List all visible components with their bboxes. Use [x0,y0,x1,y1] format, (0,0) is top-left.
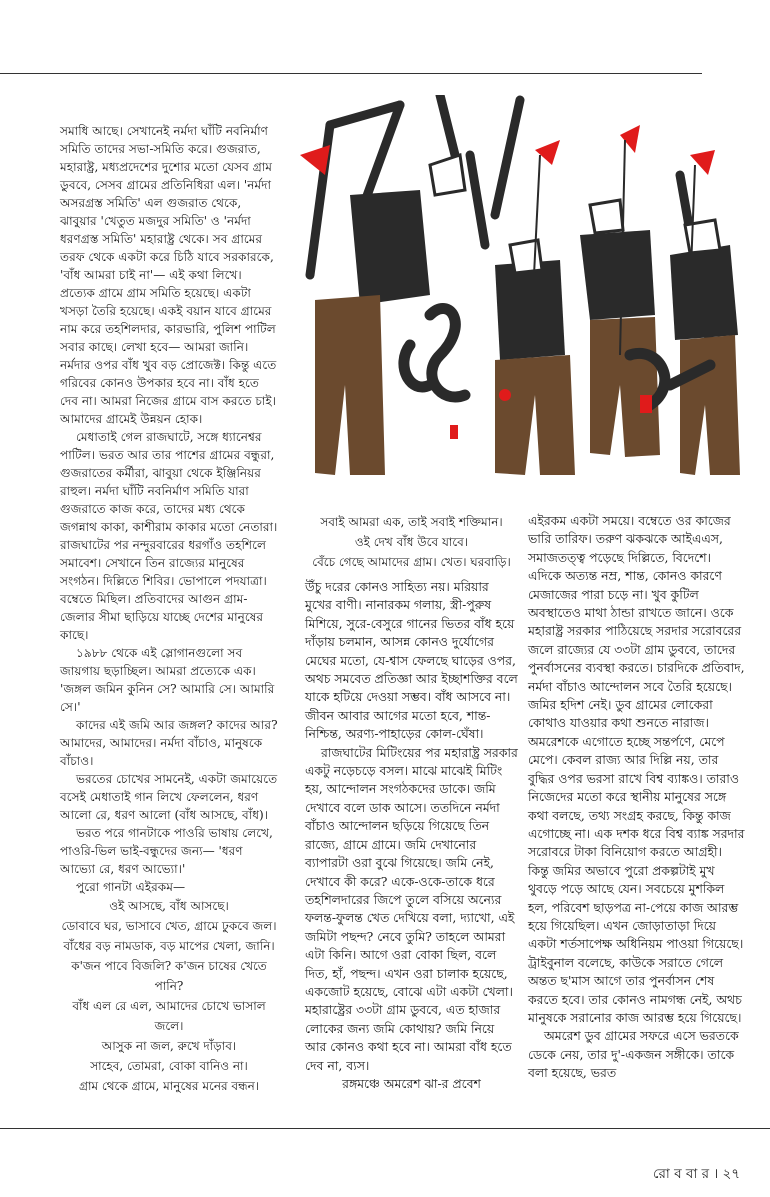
paragraph: এইরকম একটা সময়ে। বম্বেতে ওর কাজের ভারি তারিফ। তরুণ ঝকঝকে আইএএস, সমাজতত্ত্ব পড়েছে দিল্লিতে, বিদেশে। এদিকে অত্যন্ত নম্র, শান্ত, কোনও কারণে মেজাজের পারা চড়ে না। খুব কুটিল অবস্থাতেও মাথা ঠান্ডা রাখতে জানে। ওকে মহারাষ্ট্র সরকার পাঠিয়েছে সরদার সরোবরের জলে রাজ্যের যে ৩৩টা গ্রাম ডুববে, তাদের পুনর্বাসনের ব্যবস্থা করতে। চারদিকে প্রতিবাদ, নর্মদা বাঁচাও আন্দোলন সবে তৈরি হয়েছে। জমির হদিশ নেই। ডুব গ্রামের লোকেরা কোথাও যাওয়ার কথা শুনতে নারাজ। অমরেশকে এগোতে হচ্ছে সন্তর্পণে, মেপে মেপে। কেবল রাজ্য আর দিল্লি নয়, তার বুদ্ধির ওপর ভরসা রাখে বিশ্ব ব্যাঙ্কও। তারাও নিজেদের মতো করে স্থানীয় মানুষের সঙ্গে কথা বলছে, তথ্য সংগ্রহ করছে, কিন্তু কাজ এগোচ্ছে না। এক দশক ধরে বিশ্ব ব্যাঙ্ক সরদার সরোবরে টাকা বিনিয়োগ করতে আগ্রহী। কিন্তু জমির অভাবে পুরো প্রকল্পটাই মুখ থুবড়ে পড়ে আছে যেন। সবচেয়ে মুশকিল হল, পরিবেশ ছাড়পত্র না-পেয়ে কাজ আরম্ভ হয়ে গিয়েছিল। এখন জোড়াতাড়া দিয়ে একটা শর্তসাপেক্ষ অধিনিয়ম পাওয়া গিয়েছে। ট্রাইবুনাল বলেছে, কাউকে সরাতে গেলে অন্তত ছ'মাস আগে তার পুনর্বাসন শেষ করতে হবে। তার কোনও নামগন্ধ নেই, অথচ মানুষকে সরানোর কাজ আরম্ভ হয়ে গিয়েছে। [528,513,745,1025]
protester-head [510,240,542,273]
red-flag [690,150,715,175]
verse-line: সাহেব, তোমরা, বোকা বানিও না। [90,1059,248,1073]
verse-line: আসুক না জল, রুখে দাঁড়াব। [101,1039,237,1053]
verse-line: বেঁচে গেছে আমাদের গ্রাম। খেত। ঘরবাড়ি। [312,555,511,569]
page-folio: রো ব বা র । ২৭ [652,1166,740,1182]
red-mark [450,425,458,439]
protester-body [580,230,655,320]
paragraph: উঁচু দরের কোনও সাহিত্য নয়। মরিয়ার মুখের বাণী। নানারকম গলায়, স্ত্রী-পুরুষ মিশিয়ে, সুরে-বেসুরে গানের ভিতর বাঁধ হয়ে দাঁড়ায় চলমান, আসন্ন কোনও দুর্যোগের মেঘের মতো, যে-শ্বাস ফেলছে ঘাড়ের ওপর, অথচ সমবেত প্রতিজ্ঞা আর ইচ্ছাশক্তির বলে যাকে হটিয়ে দেওয়া সম্ভব। বাঁধ আসবে না। জীবন আবার আগের মতো হবে, শান্ত-নিশ্চিন্ত, অরণ্য-পাহাড়ের কোল-ঘেঁষা। [305,579,518,742]
paragraph: সমাধি আছে। সেখানেই নর্মদা ঘাঁটি নবনির্মাণ সমিতি তাদের সভা-সমিতি করে। গুজরাত, মহারাষ্ট্র, মধ্যপ্রদেশের দুশোর মতো যেসব গ্রাম ডুববে, সেসব গ্রামের প্রতিনিধিরা এল। 'নর্মদা অসরগ্রস্ত সমিতি' এল গুজরাত থেকে, ঝাবুয়ার 'খেতুত মজদুর সমিতি' ও 'নর্মদা ধরণগ্রস্ত সমিতি' মহারাষ্ট্র থেকে। সব গ্রামের তরফ থেকে একটা করে চিঠি যাবে সরকারকে, 'বাঁধ আমরা চাই না'— এই কথা লিখে। প্রত্যেক গ্রামে গ্রাম সমিতি হয়েছে। একটা খসড়া তৈরি হয়েছে। একই বয়ান যাবে গ্রামের নাম করে তহশিলদার, কারভারি, পুলিশ পাটিল সবার কাছে। লেখা হবে— আমরা জানি। নর্মদার ওপর বাঁধ খুব বড় প্রোজেক্ট। কিন্তু এতে গরিবের কোনও উপকার হবে না। বাঁধ হতে দেব না। আমরা নিজের গ্রামে বাস করতে চাই। আমাদের গ্রামেই উন্নয়ন হোক। [60,124,277,426]
paragraph: পুরো গানটা এইরকম— [76,880,186,894]
column-1 [60,122,278,1096]
paragraph: অমরেশ ডুব গ্রামের সফরে এসে ভরতকে ডেকে নেয়, তার দু'-একজন সঙ্গীকে। তাকে বলা হয়েছে, ভরত [528,1028,739,1081]
verse-line: ওই আসছে, বাঁধ আসছে। [109,899,229,913]
paragraph: ভরত পরে গানটাকে পাওরি ভাষায় লেখে, পাওরি-ভিল ভাই-বন্ধুদের জন্য— 'ধরণ আভ্যো রে, ধরণ আভ্যো।' [60,826,273,876]
paragraph: কাদের এই জমি আর জঙ্গল? কাদের আর? আমাদের, আমাদের। নর্মদা বাঁচাও, মানুষকে বাঁচাও। [60,718,278,768]
banner-stick [495,100,520,215]
red-mark [499,389,511,401]
protester-legs [315,295,385,475]
header-rule [0,73,702,74]
slogan-verse [305,512,518,572]
verse-line: সবাই আমরা এক, তাই সবাই শক্তিমান। [320,515,503,529]
verse-line: গ্রাম থেকে গ্রামে, মানুষের মনের বন্ধন। [78,1079,260,1093]
protester-body [670,245,738,340]
red-flag [620,125,640,153]
song-verse [60,896,278,1096]
paragraph: ভরতের চোখের সামনেই, একটা জমায়েতে বসেই মেধাতাই গান লিখে ফেললেন, ধরণ আলো রে, ধরণ আলো (বাঁধ আসছে, বাঁধ)। [60,772,278,822]
protester-legs [495,355,575,475]
protester-body [350,190,430,305]
column-2 [305,512,518,1093]
paragraph: মেধাতাই গেল রাজঘাটে, সঙ্গে ধ্যানেশ্বর পাটিল। ভরত আর তার পাশের গ্রামের বন্ধুরা, গুজরাতের কর্মীরা, ঝাবুয়া থেকে ইঞ্জিনিয়র রাহুল। নর্মদা ঘাঁটি নবনির্মাণ সমিতি যারা গুজরাতে কাজ করে, তাদের মধ্য থেকে জগন্নাথ কাকা, কাশীরাম কাকার মতো নেতারা। রাজঘাটের পর নন্দুরবারের ধরগাঁও তহশিলে সমাবেশ। সেখানে তিন রাজ্যের মানুষের সংগঠন। দিল্লিতে শিবির। ভোপালে পদযাত্রা। বম্বেতে মিছিল। প্রতিবাদের আগুন গ্রাম-জেলার সীমা ছাড়িয়ে যাচ্ছে দেশের মানুষের কাছে। [60,430,278,642]
column-3 [528,512,746,1083]
footer-rule [0,1128,770,1129]
protester-head [430,155,465,195]
protester-legs [590,317,660,457]
protester-legs [680,335,740,475]
banner-stick [440,95,455,155]
protester-arm [404,345,430,387]
verse-line: বাঁধ এল রে এল, আমাদের চোখে ভাসাল জলে। [72,999,266,1033]
verse-line: ওই দেখ বাঁধ উবে যাবে। [354,535,469,549]
paragraph: ১৯৮৮ থেকে এই স্লোগানগুলো সব জায়গায় ছড়াচ্ছিল। আমরা প্রত্যেকে এক। 'জঙ্গল জমিন কুনিন সে? আমারি সে। আমারি সে।' [60,646,275,714]
verse-line: ক'জন পাবে বিজলি? ক'জন চাষের খেতে পানি? [71,959,267,993]
protest-illustration [290,95,760,495]
paragraph: রাজঘাটের মিটিংয়ের পর মহারাষ্ট্র সরকার একটু নড়েচড়ে বসল। মাঝে মাঝেই মিটিং হয়, আন্দোলন সংগঠকদের ডাকে। জমি দেখাবে বলে ডাক আসে। ততদিনে নর্মদা বাঁচাও আন্দোলন ছড়িয়ে গিয়েছে তিন রাজ্যে, গ্রামে গ্রামে। জমি দেখানোর ব্যাপারটা ওরা বুঝে গিয়েছে। জমি নেই, দেখাবে কী করে? একে-ওকে-তাকে ধরে তহশিলদারের জিপে তুলে বসিয়ে অন্যের ফলন্ত-ফুলন্ত খেত দেখিয়ে বলা, দ্যাখো, এই জমিটা পছন্দ? নেবে তুমি? তাহলে আমরা এটা কিনি। আগে ওরা বোকা ছিল, বলে দিত, হাঁ, পছন্দ। এখন ওরা চালাক হয়েছে, একজোট হয়েছে, বোঝে এটা একটা খেলা। মহারাষ্ট্রের ৩৩টা গ্রাম ডুববে, এত হাজার লোকের জন্য জমি কোথায়? জমি নিয়ে আর কোনও কথা হবে না। আমরা বাঁধ হতে দেব না, ব্যস। [305,744,518,1073]
protester-head [685,220,720,253]
verse-line: ডোবাবে ঘর, ভাসাবে খেত, গ্রামে ঢুকবে জল। [61,919,277,933]
red-flag [300,145,330,175]
protester-head [590,200,623,233]
red-mark [640,395,652,413]
banner-stick [470,155,485,245]
protester-bodies [350,190,738,360]
section-heading: রঙ্গমঞ্চে অমরেশ ঝা-র প্রবেশ [342,1075,481,1091]
verse-line: বাঁধের বড় নামডাক, বড় মাপের খেলা, জানি। [63,939,275,953]
